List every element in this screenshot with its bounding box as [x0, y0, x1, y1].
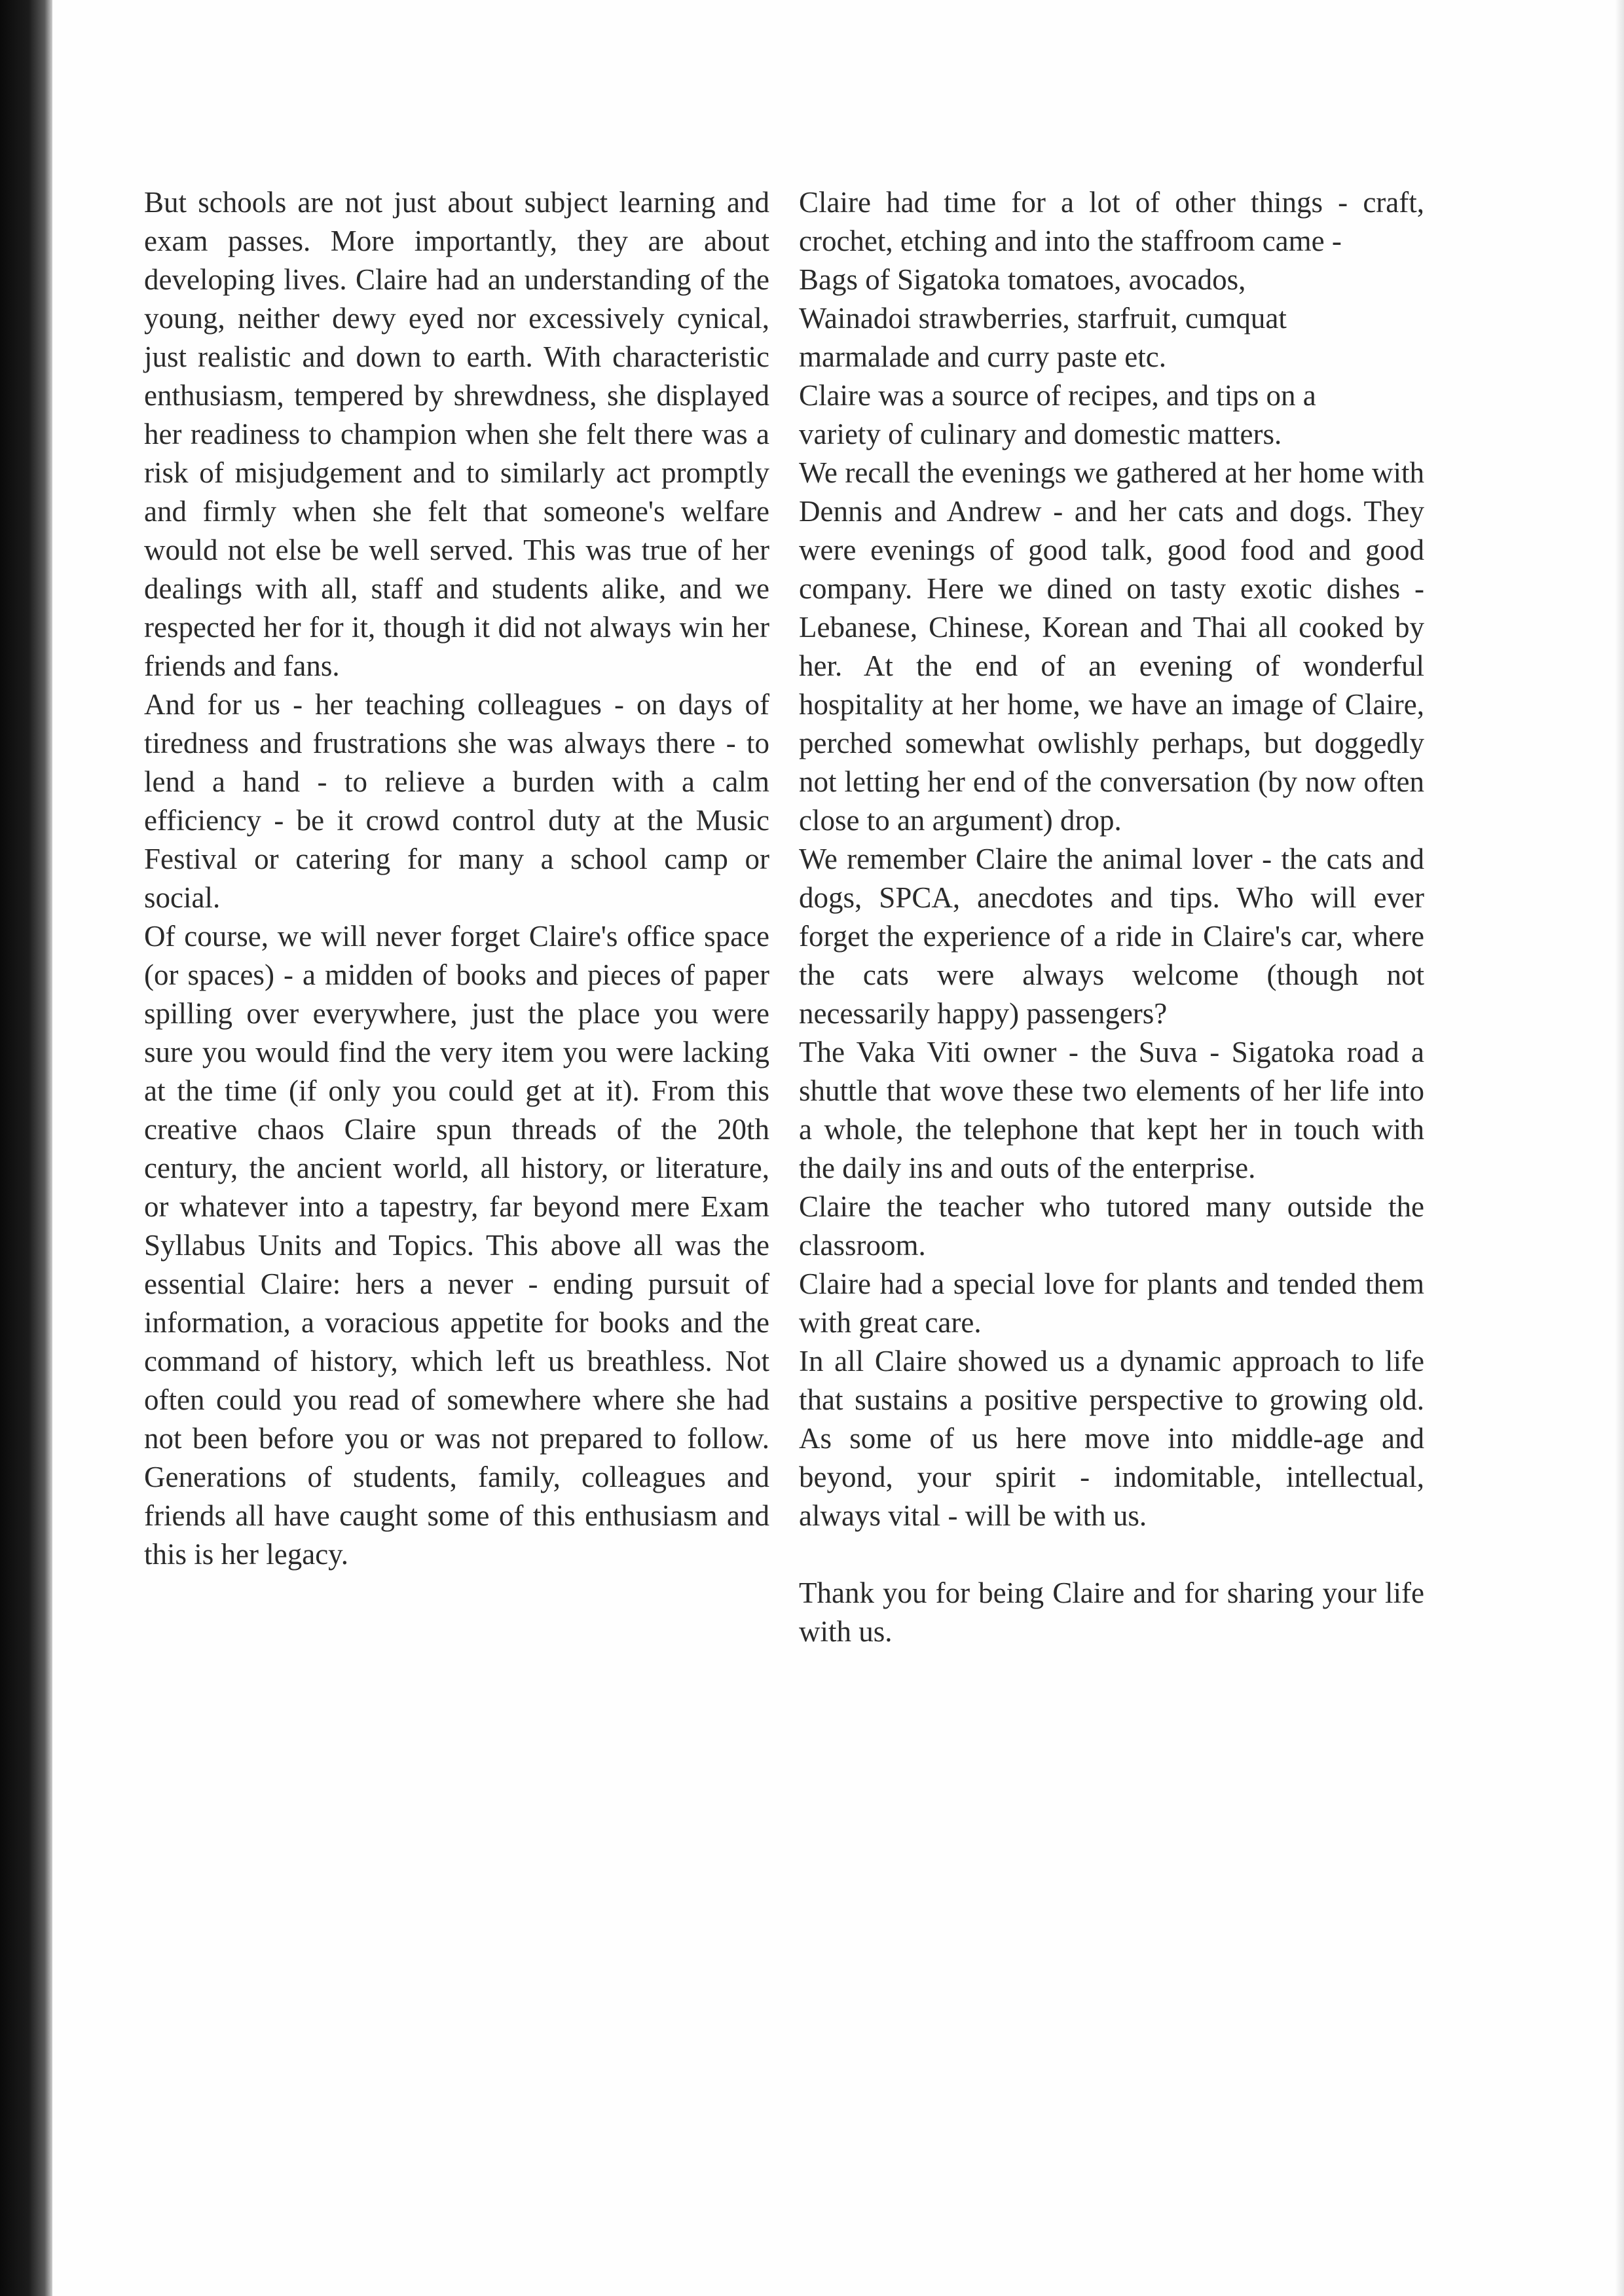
paragraph-dynamic-approach: In all Claire showed us a dynamic approach to life that sustains a positive perspective to growing old. As some of us here move into middle-age and beyond, your spirit - indomitable, intellectual, always vital - will be with us. — [799, 1345, 1424, 1532]
recipes-lines — [799, 376, 1424, 454]
produce-list — [799, 261, 1424, 376]
paragraph-closing-thanks: Thank you for being Claire and for sharing your life with us. — [799, 1576, 1424, 1648]
paragraph-craft-intro: Claire had time for a lot of other things - craft, crochet, etching and into the staffroom came - — [799, 186, 1424, 257]
paragraph-evenings: We recall the evenings we gathered at her home with Dennis and Andrew - and her cats and dogs. They were evenings of good talk, good food and good company. Here we dined on tasty exotic dishes - Lebanese, Chinese, Korean and Thai all cooked by her. At the end of an evening of wonderful hospitality at her home, we have an image of Claire, perched somewhat owlishly perhaps, but doggedly not letting her end of the conversation (by now often close to an argument) drop. — [799, 456, 1424, 837]
produce-line: marmalade and curry paste etc. — [799, 340, 1166, 373]
right-text-column — [799, 183, 1424, 1651]
paragraph-spacer — [799, 1535, 1424, 1574]
paragraph-schools-developing-lives: But schools are not just about subject learning and exam passes. More importantly, they are about developing lives. Claire had an understanding of the young, neither dewy eyed nor excessively cynical, just realistic and down to earth. With characteristic enthusiasm, tempered by shrewdness, she displayed her readiness to champion when she felt there was a risk of misjudgement and to similarly act promptly and firmly when she felt that someone's welfare would not else be well served. This was true of her dealings with all, staff and students alike, and we respected her for it, though it did not always win her friends and fans. — [144, 186, 769, 682]
left-text-column — [144, 183, 769, 1574]
paragraph-plants: Claire had a special love for plants and tended them with great care. — [799, 1267, 1424, 1339]
paragraph-teaching-colleagues: And for us - her teaching colleagues - on days of tiredness and frustrations she was always there - to lend a hand - to relieve a burden with a calm efficiency - be it crowd control duty at the Music Festival or catering for many a school camp or social. — [144, 688, 769, 914]
recipes-line: variety of culinary and domestic matters. — [799, 418, 1282, 450]
produce-line: Bags of Sigatoka tomatoes, avocados, — [799, 263, 1246, 296]
paragraph-teacher: Claire the teacher who tutored many outside the classroom. — [799, 1190, 1424, 1262]
recipes-line: Claire was a source of recipes, and tips on a — [799, 379, 1316, 412]
scan-binding-edge — [0, 0, 52, 2296]
scan-right-edge — [1615, 0, 1624, 2296]
paragraph-vaka-viti: The Vaka Viti owner - the Suva - Sigatoka road a shuttle that wove these two elements of her life into a whole, the telephone that kept her in touch with the daily ins and outs of the enterprise. — [799, 1036, 1424, 1184]
produce-line: Wainadoi strawberries, starfruit, cumquat — [799, 302, 1287, 335]
paragraph-animal-lover: We remember Claire the animal lover - the cats and dogs, SPCA, anecdotes and tips. Who will ever forget the experience of a ride in Claire's car, where the cats were always welcome (though not necessarily happy) passengers? — [799, 843, 1424, 1030]
paragraph-office-space: Of course, we will never forget Claire's office space (or spaces) - a midden of books and pieces of paper spilling over everywhere, just the place you were sure you would find the very item you were lacking at the time (if only you could get at it). From this creative chaos Claire spun threads of the 20th century, the ancient world, all history, or literature, or whatever into a tapestry, far beyond mere Exam Syllabus Units and Topics. This above all was the essential Claire: hers a never - ending pursuit of information, a voracious appetite for books and the command of history, which left us breathless. Not often could you read of somewhere where she had not been before you or was not prepared to follow. Generations of students, family, colleagues and friends all have caught some of this enthusiasm and this is her legacy. — [144, 920, 769, 1571]
